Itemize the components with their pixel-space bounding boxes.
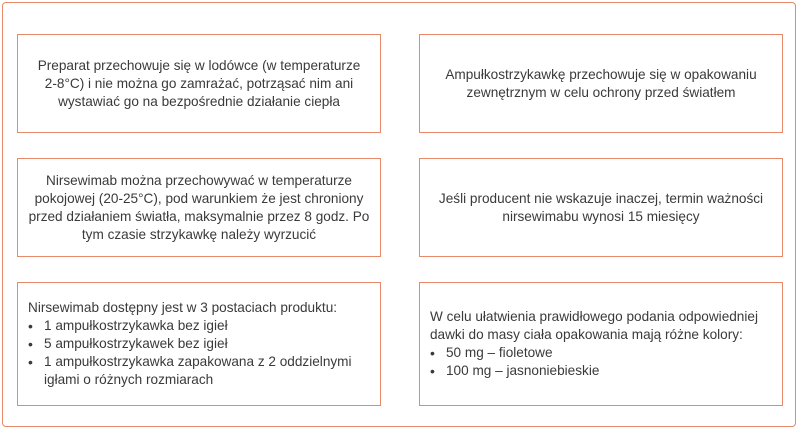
list-item: • 5 ampułkostrzykawek bez igieł bbox=[44, 335, 374, 353]
card-package-colors bbox=[419, 282, 783, 406]
card-storage-fridge bbox=[17, 34, 381, 133]
card-shelf-life bbox=[419, 158, 783, 257]
card-text: Jeśli producent nie wskazuje inaczej, termin ważności nirsewimabu wynosi 15 miesięcy bbox=[438, 190, 764, 224]
card-intro: Nirsewimab dostępny jest w 3 postaciach produktu: bbox=[28, 300, 338, 315]
card-text: Nirsewimab można przechowywać w temperaturze pokojowej (20-25°C), pod warunkiem że jest chroniony przed działaniem światła, maksymalnie przez 8 godz. Po tym czasie strzykawkę należy wyrzucić bbox=[28, 172, 370, 242]
card-product-forms bbox=[17, 282, 381, 406]
card-text: Preparat przechowuje się w lodówce (w temperaturze 2-8°C) i nie można go zamrażać, potrząsać nim ani wystawiać go na bezpośrednie działanie ciepła bbox=[37, 57, 361, 109]
list-item: • 1 ampułkostrzykawka bez igieł bbox=[44, 317, 374, 335]
list-item: • 1 ampułkostrzykawka zapakowana z 2 oddzielnymi igłami o różnych rozmiarach bbox=[44, 353, 374, 389]
list-item: • 100 mg – jasnoniebieskie bbox=[446, 362, 776, 380]
forms-list bbox=[28, 317, 374, 389]
colors-list bbox=[430, 344, 776, 380]
card-text: Ampułkostrzykawkę przechowuje się w opakowaniu zewnętrznym w celu ochrony przed światłem bbox=[445, 66, 757, 100]
card-storage-light bbox=[419, 34, 783, 133]
card-room-temperature bbox=[17, 158, 381, 257]
list-item: • 50 mg – fioletowe bbox=[446, 344, 776, 362]
card-intro: W celu ułatwienia prawidłowego podania odpowiedniej dawki do masy ciała opakowania mają różne kolory: bbox=[430, 309, 758, 342]
